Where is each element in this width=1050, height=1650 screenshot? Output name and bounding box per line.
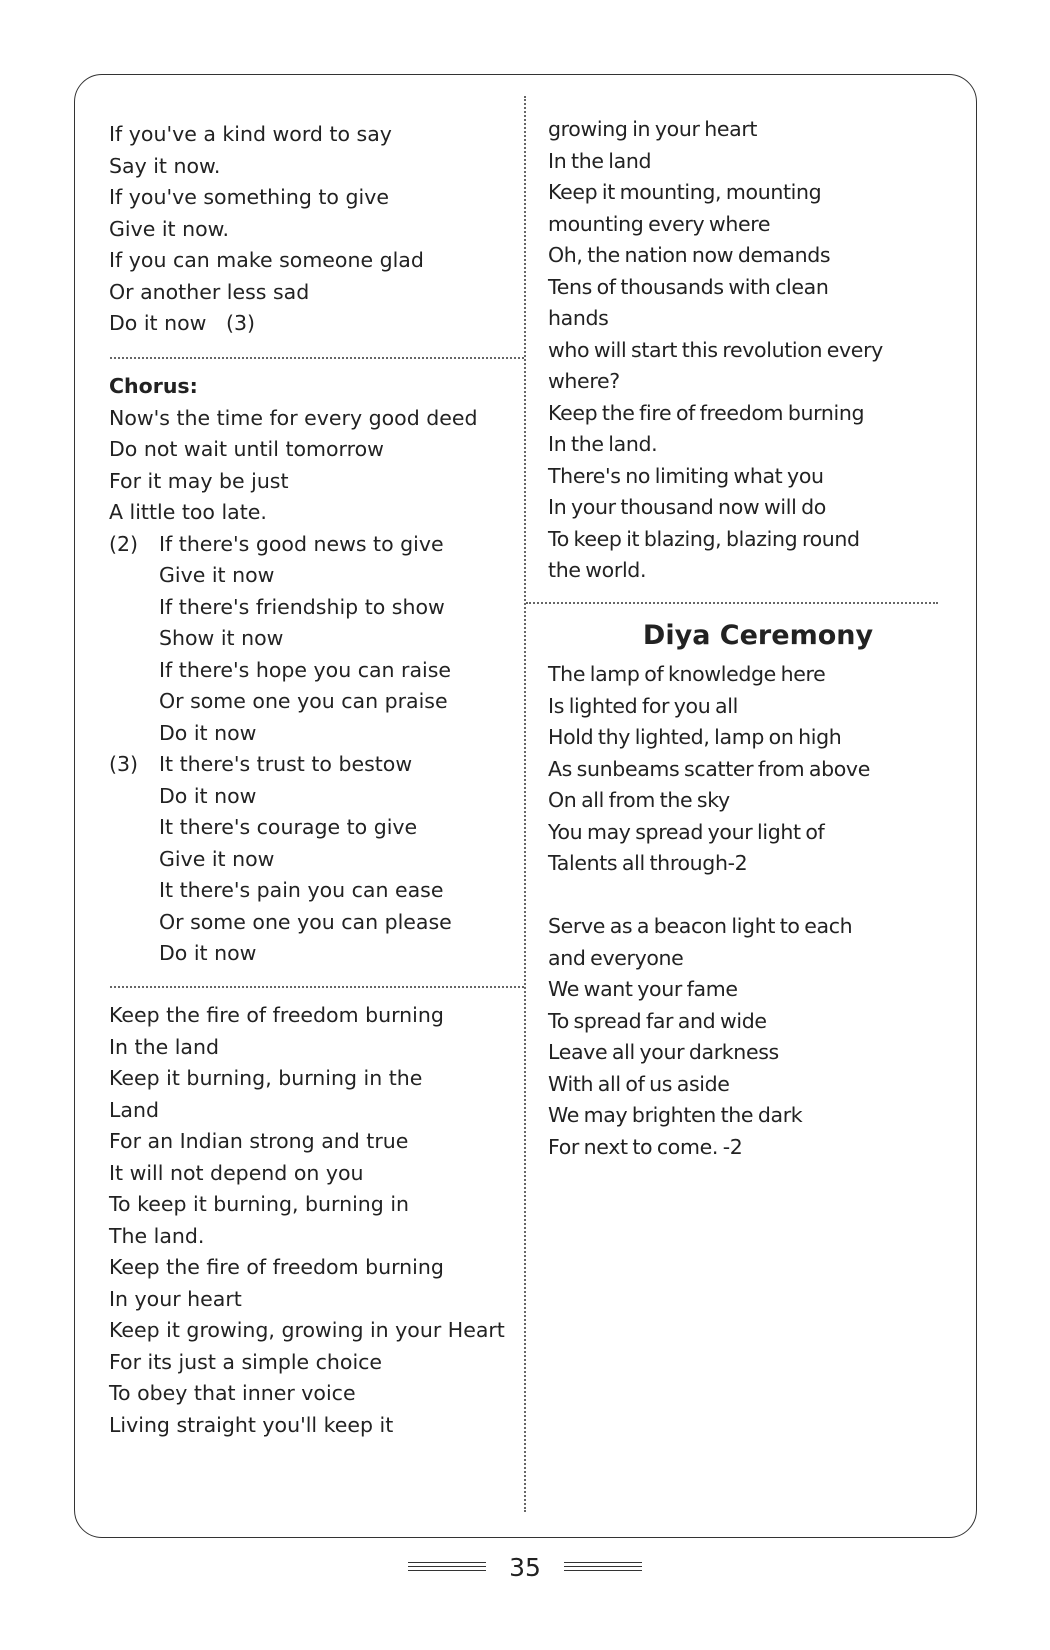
text-line: For its just a simple choice xyxy=(109,1349,383,1374)
text-line: In your thousand now will do xyxy=(548,495,826,519)
text-line: Show it now xyxy=(159,626,284,650)
text-line: It will not depend on you xyxy=(109,1160,364,1185)
column-divider xyxy=(524,96,526,1512)
text-line: Do it now xyxy=(159,720,257,745)
text-line: For it may be just xyxy=(109,468,289,493)
text-line: Do it now xyxy=(159,941,257,965)
text-line: Give it now. xyxy=(109,216,230,241)
text-line: Leave all your darkness xyxy=(548,1040,779,1064)
text-line: It there's pain you can ease xyxy=(159,878,444,902)
text-line: Do it now xyxy=(159,783,257,808)
text-line: Do not wait until tomorrow xyxy=(109,437,384,461)
freedom-song-continued xyxy=(548,114,883,587)
text-line: With all of us aside xyxy=(548,1071,730,1096)
text-line: A little too late. xyxy=(109,500,267,524)
text-line: You may spread your light of xyxy=(548,819,825,844)
text-line: We want your fame xyxy=(548,977,738,1001)
chorus-heading: Chorus: xyxy=(109,374,198,398)
numbered-verse-2 xyxy=(109,529,477,750)
text-line: In the land. xyxy=(548,432,658,456)
footer-rule-right xyxy=(564,1562,642,1572)
text-line: Keep the fire of freedom burning xyxy=(109,1255,444,1279)
text-line: In the land xyxy=(548,148,652,173)
text-line: If there's friendship to show xyxy=(159,594,445,619)
section-title: Diya Ceremony xyxy=(642,620,874,651)
text-line: If there's good news to give xyxy=(159,531,444,556)
text-line: We may brighten the dark xyxy=(548,1103,803,1127)
text-line: Oh, the nation now demands xyxy=(548,243,831,267)
text-line: To keep it burning, burning in xyxy=(109,1192,410,1216)
text-line: On all from the sky xyxy=(548,788,730,812)
text-line: where? xyxy=(548,369,620,393)
text-line: Keep it growing, growing in your Heart xyxy=(109,1318,505,1342)
diya-ceremony-text xyxy=(548,659,870,1163)
page-footer xyxy=(0,1548,1050,1588)
verse-number: (3) xyxy=(109,752,139,776)
section-divider xyxy=(110,986,524,988)
text-line: Or some one you can praise xyxy=(159,689,448,713)
text-line: the world. xyxy=(548,558,647,582)
text-line: Give it now xyxy=(159,563,275,587)
text-line: The lamp of knowledge here xyxy=(548,662,826,686)
text-line: To obey that inner voice xyxy=(109,1381,356,1405)
text-line: Serve as a beacon light to each xyxy=(548,914,853,938)
text-line: It there's trust to bestow xyxy=(159,752,413,776)
text-line: Give it now xyxy=(159,846,275,871)
footer-rule-left xyxy=(408,1562,486,1572)
text-line: hands xyxy=(548,306,609,330)
text-line: Keep it mounting, mounting xyxy=(548,180,822,204)
text-line: who will start this revolution every xyxy=(548,337,883,362)
section-divider xyxy=(110,357,524,359)
chorus-block xyxy=(109,371,477,970)
text-line: For next to come. -2 xyxy=(548,1134,743,1159)
text-line: The land. xyxy=(109,1223,205,1248)
text-line: Talents all through-2 xyxy=(548,851,748,875)
text-line: If you've a kind word to say xyxy=(109,122,392,146)
text-line: It there's courage to give xyxy=(159,815,418,839)
text-line: If there's hope you can raise xyxy=(159,657,452,682)
text-line: As sunbeams scatter from above xyxy=(548,756,870,781)
text-line: Or another less sad xyxy=(109,279,310,304)
text-line: and everyone xyxy=(548,945,684,970)
text-line: In your heart xyxy=(109,1286,242,1311)
text-line: Is lighted for you all xyxy=(548,693,738,718)
numbered-verse-3 xyxy=(109,749,477,970)
freedom-song xyxy=(109,1000,505,1441)
stanza-1 xyxy=(109,119,424,340)
text-line: To keep it blazing, blazing round xyxy=(548,526,860,551)
text-line: Living straight you'll keep it xyxy=(109,1412,394,1437)
text-line: There's no limiting what you xyxy=(548,463,824,488)
text-line: Hold thy lighted, lamp on high xyxy=(548,725,842,749)
text-line: Keep the fire of freedom burning xyxy=(109,1003,444,1027)
text-line: In the land xyxy=(109,1034,219,1059)
text-line: Say it now. xyxy=(109,153,221,178)
text-line: mounting every where xyxy=(548,211,771,236)
verse-number: (2) xyxy=(109,531,139,556)
text-line: Or some one you can please xyxy=(159,909,452,934)
section-divider xyxy=(526,602,938,604)
text-line: If you've something to give xyxy=(109,185,389,209)
text-line: Tens of thousands with clean xyxy=(548,274,829,299)
text-line: Do it now (3) xyxy=(109,311,255,335)
text-line: Land xyxy=(109,1097,159,1122)
text-line: If you can make someone glad xyxy=(109,248,424,272)
page-number: 35 xyxy=(509,1553,541,1582)
text-line: Keep the fire of freedom burning xyxy=(548,400,865,425)
text-line: For an Indian strong and true xyxy=(109,1129,409,1153)
text-line: Keep it burning, burning in the xyxy=(109,1066,423,1090)
text-line: To spread far and wide xyxy=(548,1008,767,1033)
text-line: growing in your heart xyxy=(548,117,758,141)
text-line: Now's the time for every good deed xyxy=(109,405,478,430)
